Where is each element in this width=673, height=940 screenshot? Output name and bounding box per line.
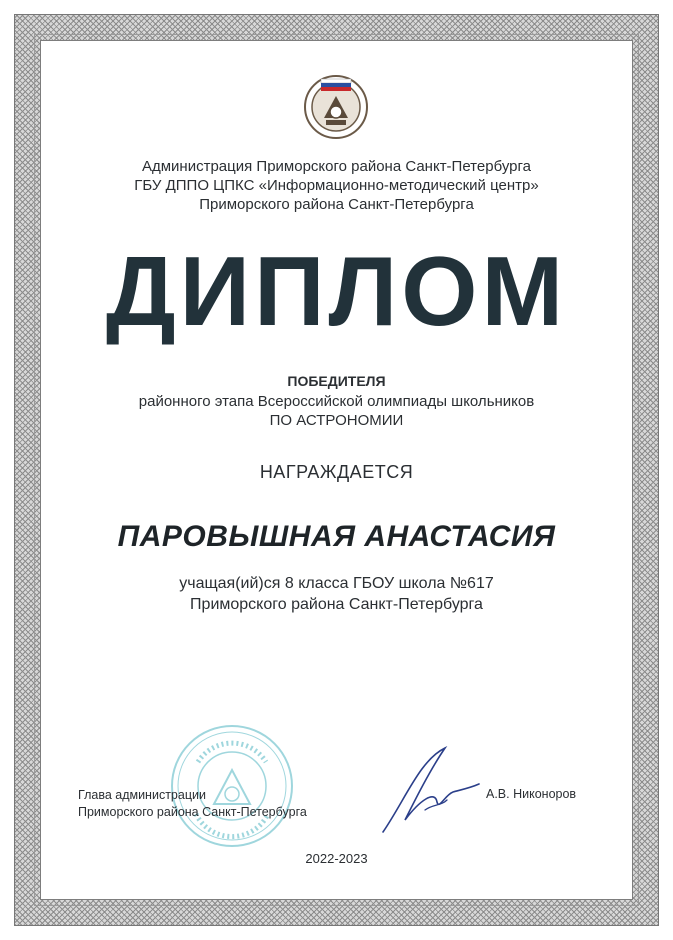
signature-icon (375, 740, 485, 840)
academic-year: 2022-2023 (305, 851, 368, 866)
org-line-2: ГБУ ДППО ЦПКС «Информационно-методический центр» (134, 177, 539, 194)
winner-description (0, 392, 673, 430)
recipient-name: ПАРОВЫШНАЯ АНАСТАСИЯ (117, 520, 556, 553)
olympiad-emblem-icon (303, 74, 369, 140)
head-title-line-2: Приморского района Санкт-Петербурга (78, 805, 307, 819)
awarded-label: НАГРАЖДАЕТСЯ (259, 462, 414, 482)
signer-name: А.В. Никоноров (486, 787, 577, 801)
head-title-line-1: Глава администрации (78, 788, 206, 802)
winner-heading: ПОБЕДИТЕЛЯ (287, 373, 386, 389)
recipient-details (0, 573, 673, 615)
org-line-3: Приморского района Санкт-Петербурга (199, 196, 474, 213)
org-line-1: Администрация Приморского района Санкт-Петербурга (141, 158, 531, 175)
recipient-line-2: Приморского района Санкт-Петербурга (190, 596, 483, 613)
winner-desc-line-2: ПО АСТРОНОМИИ (269, 412, 404, 429)
seal-stamp-icon (168, 722, 296, 850)
organization-header (0, 157, 673, 214)
head-of-administration (78, 787, 307, 821)
diploma-title: ДИПЛОМ (105, 236, 568, 346)
recipient-line-1: учащая(ий)ся 8 класса ГБОУ школа №617 (179, 575, 494, 592)
winner-desc-line-1: районного этапа Всероссийской олимпиады школьников (138, 393, 535, 410)
